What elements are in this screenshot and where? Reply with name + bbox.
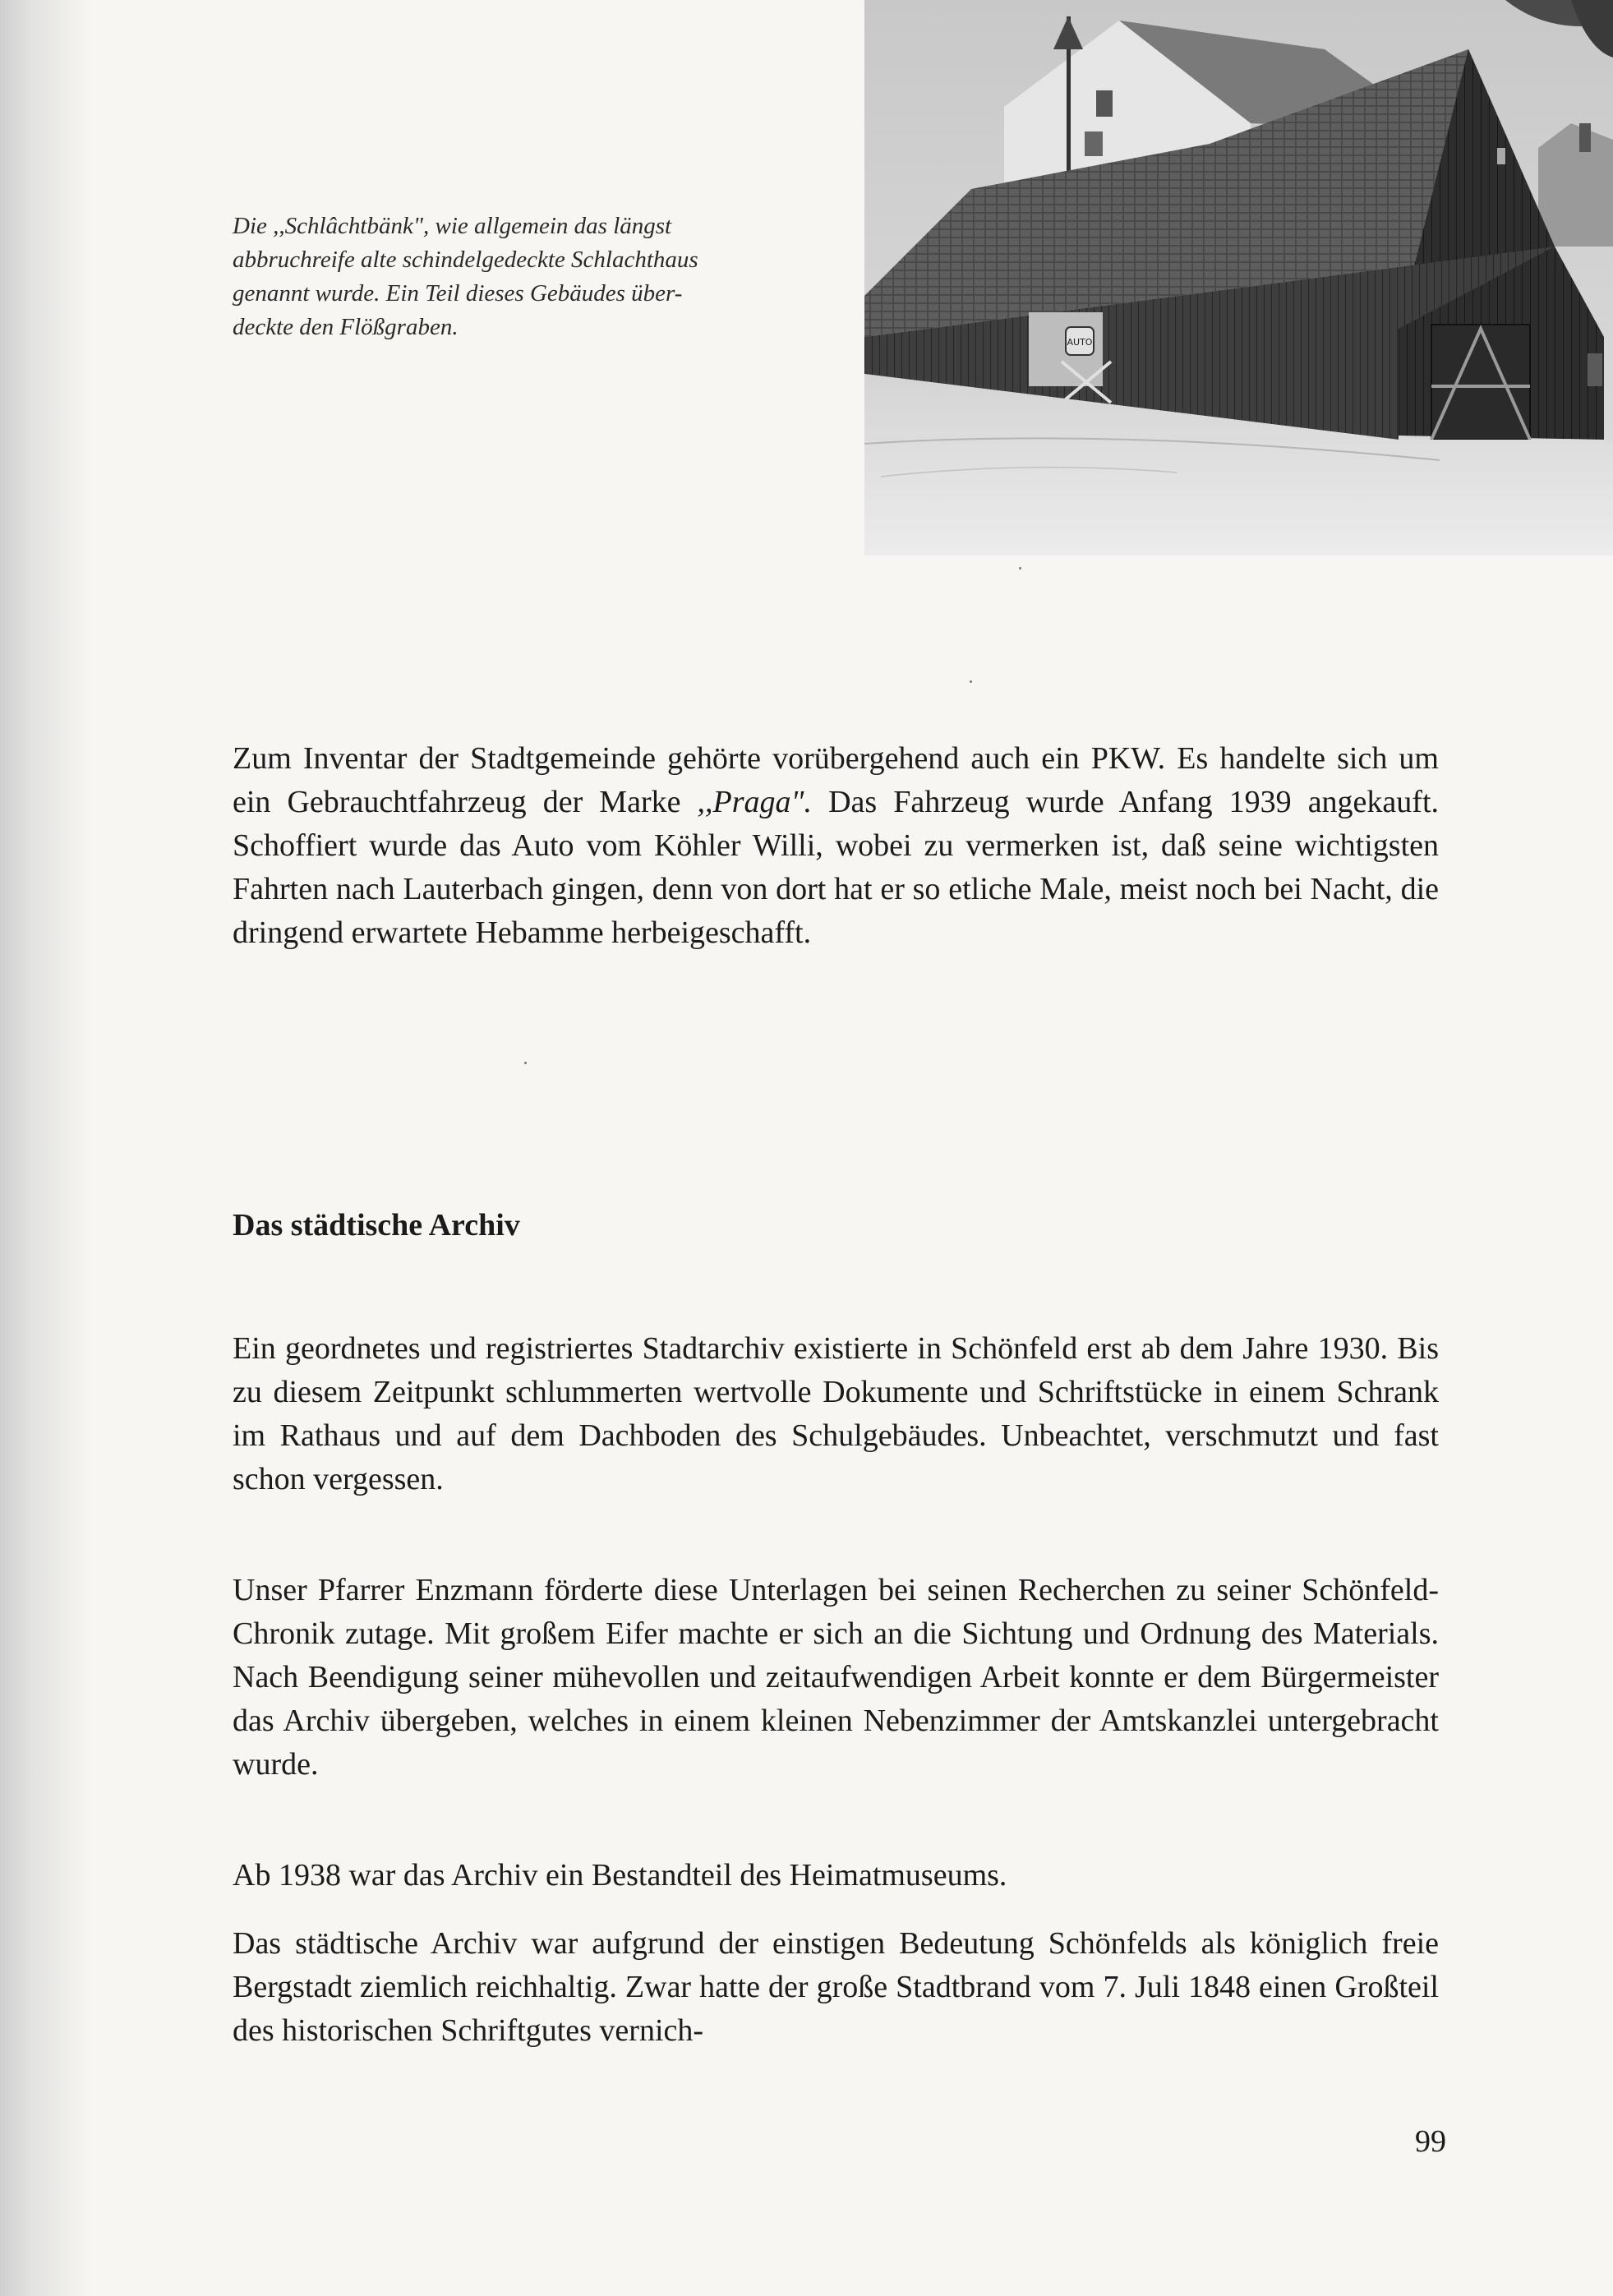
caption-line: abbruchreife alte schindelgedeckte Schlachthaus (233, 247, 698, 273)
section-heading: Das städtische Archiv (233, 1208, 520, 1243)
paragraph-archive-intro: Ein geordnetes und registriertes Stadtarchiv existierte in Schönfeld erst ab dem Jahre 1930. Bis zu diesem Zeitpunkt schlummerten wertvolle Dokumente und Schriftstücke in einem Schrank im Rathaus und auf dem Dachboden des Schulgebäudes. Unbeachtet, verschmutzt und fast schon vergessen. (233, 1331, 1439, 1496)
paragraph-car-text-2: Das Fahrzeug wurde Anfang 1939 angekauft. Schoffiert wurde das Auto vom Köhler Willi, wobei zu vermerken ist, daß seine wichtigsten Fahrten nach Lauterbach gingen, denn von dort hat er so etliche Male, meist noch bei Nacht, die dringend erwartete Hebamme herbeigeschafft. (233, 785, 1439, 950)
paragraph-fire: Das städtische Archiv war aufgrund der einstigen Bedeutung Schönfelds als königlich freie Bergstadt ziemlich reichhaltig. Zwar hatte der große Stadtbrand vom 7. Juli 1848 einen Großteil des historischen Schriftgutes vernich- (233, 1926, 1439, 2048)
print-speck (1019, 567, 1021, 569)
sign-text: AUTO (1067, 337, 1093, 348)
barn-door (1431, 325, 1530, 440)
paragraph-enzmann: Unser Pfarrer Enzmann förderte diese Unterlagen bei seinen Recherchen zu seiner Schönfeld-Chronik zutage. Mit großem Eifer machte er sich an die Sichtung und Ordnung des Materials. Nach Beendigung seiner mühevollen und zeitaufwendigen Arbeit konnte er dem Bürgermeister das Archiv übergeben, welches in einem kleinen Nebenzimmer der Amtskanzlei untergebracht wurde. (233, 1573, 1439, 1782)
page-number: 99 (1415, 2124, 1446, 2159)
page-gutter-shadow (0, 0, 90, 2296)
paragraph-museum: Ab 1938 war das Archiv ein Bestandteil des Heimatmuseums. (233, 1858, 1007, 1893)
slaughterhouse-photo (864, 0, 1613, 556)
photo-caption (233, 210, 832, 344)
paragraph-car-brand: ,,Praga". (697, 785, 812, 819)
print-speck (524, 1062, 527, 1064)
caption-line: genannt wurde. Ein Teil dieses Gebäudes über- (233, 280, 683, 307)
paragraph-car (233, 737, 1439, 955)
print-speck (970, 680, 972, 683)
caption-line: deckte den Flößgraben. (233, 314, 459, 340)
caption-line: Die ,,Schlâchtbänk", wie allgemein das längst (233, 213, 672, 239)
slaughterhouse-photo-graphic (864, 0, 1613, 556)
paragraph-car-text-1: Zum Inventar der Stadtgemeinde gehörte vorübergehend auch ein PKW. Es handelte sich um ein Gebrauchtfahrzeug der Marke (233, 741, 1439, 819)
